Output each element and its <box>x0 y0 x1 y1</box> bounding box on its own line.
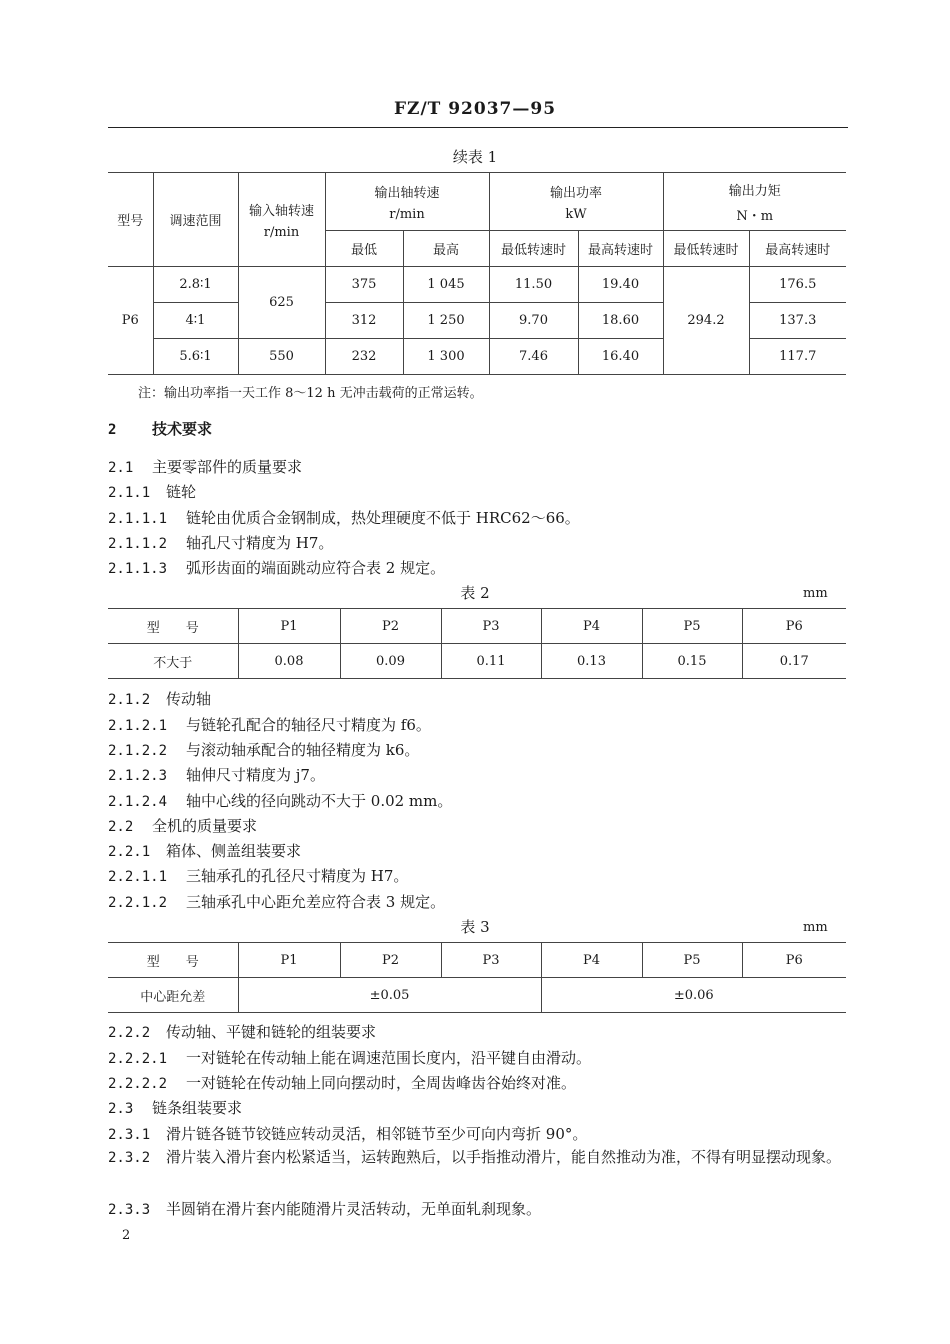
t1-out-min: 375 <box>325 267 403 303</box>
t1-head-power-max-speed: 最高转速时 <box>578 231 663 267</box>
t1-out-max: 1 300 <box>403 339 489 375</box>
clause-text: 滑片装入滑片套内松紧适当，运转跑熟后，以手指推动滑片，能自然推动为准，不得有明显摆动现象。 <box>166 1148 842 1166</box>
t3-model: P6 <box>742 943 846 978</box>
clause-text: 传动轴、平键和链轮的组装要求 <box>166 1023 377 1041</box>
clause-number: 2.2.1.2 <box>108 895 168 911</box>
t1-input-speed: 625 <box>238 267 325 339</box>
t2-row-label: 不大于 <box>108 644 238 679</box>
t3-value-p1-p3: ±0.05 <box>238 978 541 1013</box>
clause <box>108 1123 587 1144</box>
clause-number: 2.1.1 <box>108 485 151 501</box>
clause <box>108 688 211 709</box>
t3-model: P3 <box>441 943 541 978</box>
t2-value: 0.08 <box>238 644 340 679</box>
clause-text: 与滚动轴承配合的轴径精度为 k6。 <box>186 741 420 759</box>
clause <box>108 790 452 811</box>
clause-number: 2.2.1 <box>108 844 151 860</box>
t1-torque-min: 294.2 <box>663 267 749 375</box>
t1-input-speed: 550 <box>238 339 325 375</box>
clause-text: 主要零部件的质量要求 <box>152 458 303 476</box>
t2-model: P2 <box>340 609 441 644</box>
t2-value: 0.15 <box>642 644 742 679</box>
t1-head-output-speed-unit: r/min <box>389 206 425 222</box>
section-heading <box>108 418 212 439</box>
clause-number: 2.3.1 <box>108 1127 151 1143</box>
t2-model: P5 <box>642 609 742 644</box>
header-rule <box>108 127 848 128</box>
t3-model: P1 <box>238 943 340 978</box>
clause <box>108 1047 591 1068</box>
table-row <box>108 267 846 303</box>
t1-head-output-speed <box>325 173 489 231</box>
standard-code: FZ/T 92037—95 <box>393 99 557 119</box>
table1-caption: 续表 1 <box>452 148 498 166</box>
clause <box>108 456 302 477</box>
clause <box>108 1021 376 1042</box>
clause <box>108 714 431 735</box>
clause-number: 2.1.2.2 <box>108 743 168 759</box>
t1-out-min: 312 <box>325 303 403 339</box>
clause-text: 轴中心线的径向跳动不大于 0.02 mm。 <box>186 792 453 810</box>
clause-number: 2.3.2 <box>108 1150 151 1166</box>
clause-text: 三轴承孔的孔径尺寸精度为 H7。 <box>186 867 409 885</box>
t2-value: 0.17 <box>742 644 846 679</box>
t1-range: 4∶1 <box>153 303 238 339</box>
t1-head-output-power-unit: kW <box>565 206 587 222</box>
clause-number: 2.2.2 <box>108 1025 151 1041</box>
clause <box>108 815 257 836</box>
clause <box>108 739 419 760</box>
t1-head-power-min-speed: 最低转速时 <box>489 231 578 267</box>
clause-text: 半圆销在滑片套内能随滑片灵活转动，无单面轧刹现象。 <box>166 1200 542 1218</box>
t2-model: P6 <box>742 609 846 644</box>
t2-model: P3 <box>441 609 541 644</box>
t2-value: 0.13 <box>541 644 642 679</box>
table1 <box>108 172 846 375</box>
t1-head-torque-max-speed: 最高转速时 <box>749 231 846 267</box>
clause <box>108 764 325 785</box>
clause-number: 2.2.2.2 <box>108 1076 168 1092</box>
clause-text: 全机的质量要求 <box>152 817 258 835</box>
t3-model: P2 <box>340 943 441 978</box>
section-title: 技术要求 <box>152 420 213 438</box>
clause-number: 2.2.1.1 <box>108 869 168 885</box>
table3 <box>108 942 846 1013</box>
clause-number: 2.1 <box>108 460 134 476</box>
clause-number: 2.2.2.1 <box>108 1051 168 1067</box>
clause-text: 与链轮孔配合的轴径尺寸精度为 f6。 <box>186 716 431 734</box>
table3-caption: 表 3 <box>460 918 490 936</box>
t3-head: 型 号 <box>108 943 238 978</box>
t2-value: 0.09 <box>340 644 441 679</box>
t1-head-model: 型号 <box>108 173 153 267</box>
clause-number: 2.1.1.2 <box>108 536 168 552</box>
clause-number: 2.1.2.3 <box>108 768 168 784</box>
clause-text: 链轮由优质合金钢制成，热处理硬度不低于 HRC62～66。 <box>186 509 580 527</box>
t1-head-speed-min: 最低 <box>325 231 403 267</box>
t3-row-label: 中心距允差 <box>108 978 238 1013</box>
clause <box>108 891 445 912</box>
t1-head-output-speed-label: 输出轴转速 <box>374 185 440 201</box>
table-header-row <box>108 943 846 978</box>
clause-number: 2.1.2 <box>108 692 151 708</box>
clause-text: 轴孔尺寸精度为 H7。 <box>186 534 334 552</box>
table-row <box>108 978 846 1013</box>
clause <box>108 557 445 578</box>
clause-text: 一对链轮在传动轴上能在调速范围长度内，沿平键自由滑动。 <box>186 1049 592 1067</box>
t1-head-range: 调速范围 <box>153 173 238 267</box>
clause <box>108 1144 848 1171</box>
t1-out-min: 232 <box>325 339 403 375</box>
clause-number: 2.2 <box>108 819 134 835</box>
t3-value-p4-p6: ±0.06 <box>541 978 846 1013</box>
t1-head-input-speed <box>238 173 325 267</box>
t2-head: 型 号 <box>108 609 238 644</box>
clause-number: 2.3.3 <box>108 1202 151 1218</box>
clause-text: 三轴承孔中心距允差应符合表 3 规定。 <box>186 893 446 911</box>
table-header-row <box>108 609 846 644</box>
t3-model: P5 <box>642 943 742 978</box>
t1-head-input-speed-unit: r/min <box>263 224 300 240</box>
clause-text: 传动轴 <box>166 690 212 708</box>
t1-torque-max: 176.5 <box>749 267 846 303</box>
t1-head-output-torque <box>663 173 846 231</box>
clause-number: 2.1.2.1 <box>108 718 168 734</box>
clause-text: 滑片链各链节铰链应转动灵活，相邻链节至少可向内弯折 90°。 <box>166 1125 588 1143</box>
t1-torque-max: 117.7 <box>749 339 846 375</box>
clause-number: 2.3 <box>108 1101 134 1117</box>
t1-head-input-speed-label: 输入轴转速 <box>248 203 314 219</box>
clause <box>108 1072 576 1093</box>
clause <box>108 507 580 528</box>
t1-head-torque-min-speed: 最低转速时 <box>663 231 749 267</box>
t1-power-min: 11.50 <box>489 267 578 303</box>
clause <box>108 1097 242 1118</box>
clause-number: 2.1.2.4 <box>108 794 168 810</box>
clause <box>108 1198 541 1219</box>
t1-power-max: 16.40 <box>578 339 663 375</box>
t1-model: P6 <box>108 267 153 375</box>
clause-text: 一对链轮在传动轴上同向摆动时，全周齿峰齿谷始终对准。 <box>186 1074 577 1092</box>
table3-unit: mm <box>803 920 828 935</box>
t1-range: 5.6∶1 <box>153 339 238 375</box>
t1-power-max: 19.40 <box>578 267 663 303</box>
t1-head-output-torque-unit: N・m <box>736 208 774 224</box>
t1-head-output-power <box>489 173 663 231</box>
clause-text: 链轮 <box>166 483 197 501</box>
t1-range: 2.8∶1 <box>153 267 238 303</box>
t1-power-min: 7.46 <box>489 339 578 375</box>
table2-unit: mm <box>803 586 828 601</box>
section-number: 2 <box>108 422 117 438</box>
clause <box>108 532 333 553</box>
table-row <box>108 644 846 679</box>
t1-power-min: 9.70 <box>489 303 578 339</box>
page-number: 2 <box>122 1228 131 1243</box>
t1-power-max: 18.60 <box>578 303 663 339</box>
t2-value: 0.11 <box>441 644 541 679</box>
clause <box>108 481 196 502</box>
table2-caption: 表 2 <box>460 584 490 602</box>
table1-note: 注：输出功率指一天工作 8～12 h 无冲击载荷的正常运转。 <box>138 386 483 401</box>
clause-text: 轴伸尺寸精度为 j7。 <box>186 766 325 784</box>
clause <box>108 840 301 861</box>
clause-text: 链条组装要求 <box>152 1099 243 1117</box>
table2 <box>108 608 846 679</box>
clause-number: 2.1.1.3 <box>108 561 168 577</box>
clause-text: 箱体、侧盖组装要求 <box>166 842 302 860</box>
t1-out-max: 1 045 <box>403 267 489 303</box>
t3-model: P4 <box>541 943 642 978</box>
t1-torque-max: 137.3 <box>749 303 846 339</box>
clause-text: 弧形齿面的端面跳动应符合表 2 规定。 <box>186 559 446 577</box>
t1-out-max: 1 250 <box>403 303 489 339</box>
clause <box>108 865 408 886</box>
t2-model: P4 <box>541 609 642 644</box>
t1-head-output-power-label: 输出功率 <box>549 185 602 201</box>
t1-head-output-torque-label: 输出力矩 <box>728 183 781 199</box>
t2-model: P1 <box>238 609 340 644</box>
t1-head-speed-max: 最高 <box>403 231 489 267</box>
clause-number: 2.1.1.1 <box>108 511 168 527</box>
